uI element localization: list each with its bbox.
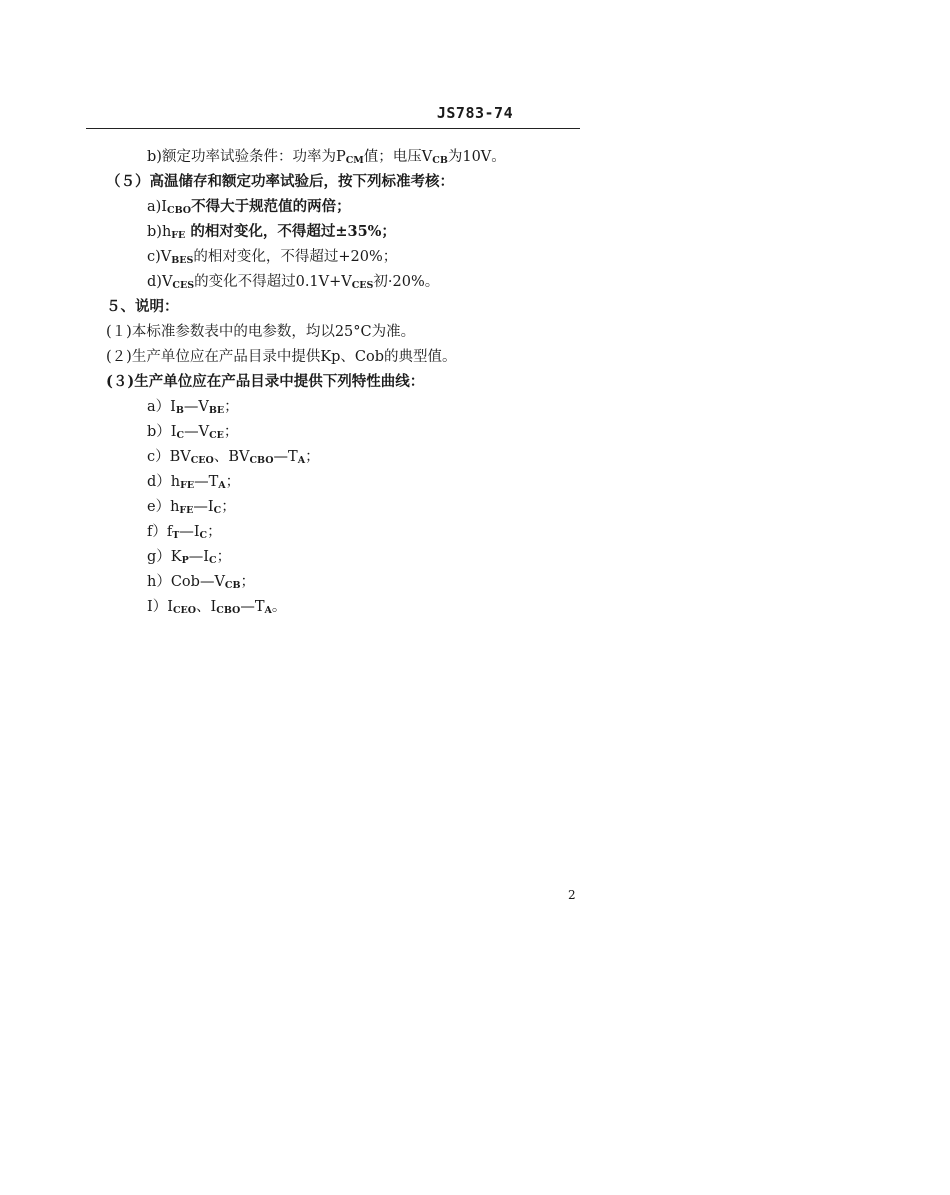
section-heading-notes: ５、说明： <box>106 298 179 315</box>
list-item-curve-a: $a)I_B—V_{BE}$； <box>147 399 239 416</box>
text-line-note-1: (１)本标准参数表中的电参数，均以25°C为准。 <box>106 324 416 340</box>
text-line-note-2: (２)生产单位应在产品目录中提供Kp、Cob的典型值。 <box>106 349 457 365</box>
page-number: 2 <box>568 888 576 902</box>
text-line-note-3: (３)生产单位应在产品目录中提供下列特性曲线： <box>106 373 425 390</box>
list-item-curve-f: $f)f_T—I_C$； <box>147 524 222 541</box>
text-line-vbes: $c)V_{BES}$的相对变化，不得超过+20%； <box>147 249 398 266</box>
text-line-evaluation-criteria: （５）高温储存和额定功率试验后，按下列标准考核： <box>106 173 454 190</box>
document-code: JS783-74 <box>436 104 514 122</box>
list-item-curve-d: $d)h_{FE}—T_A$； <box>147 474 241 491</box>
list-item-curve-b: $b)I_C—V_{CE}$； <box>147 424 239 441</box>
list-item-curve-i: $I)I_{CEO}$、$I_{CBO}—T_A$。 <box>147 599 287 616</box>
text-line-icbo: $a)I_{CBO}$不得大于规范值的两倍； <box>147 198 351 216</box>
text-line-power-test-conditions: b)额定功率试验条件：功率为$P_{CM}$值；电压$V_{CB}$为10V。 <box>147 149 506 166</box>
header-rule <box>86 128 580 129</box>
text-line-hfe: $b)h_{FE}$ 的相对变化，不得超过±35%； <box>147 223 396 241</box>
text-line-vces: $d)V_{CES}$的变化不得超过$0.1V+V_{CES}$初·20%。 <box>147 274 440 291</box>
list-item-curve-h: $h)Cob—V_{CB}$； <box>147 574 256 591</box>
list-item-curve-e: $e)h_{FE}—I_C$； <box>147 499 236 516</box>
list-item-curve-c: $c)BV_{CEO}$、$BV_{CBO}—T_A$； <box>147 449 320 466</box>
list-item-curve-g: $g)K_P—I_C$； <box>147 549 232 566</box>
